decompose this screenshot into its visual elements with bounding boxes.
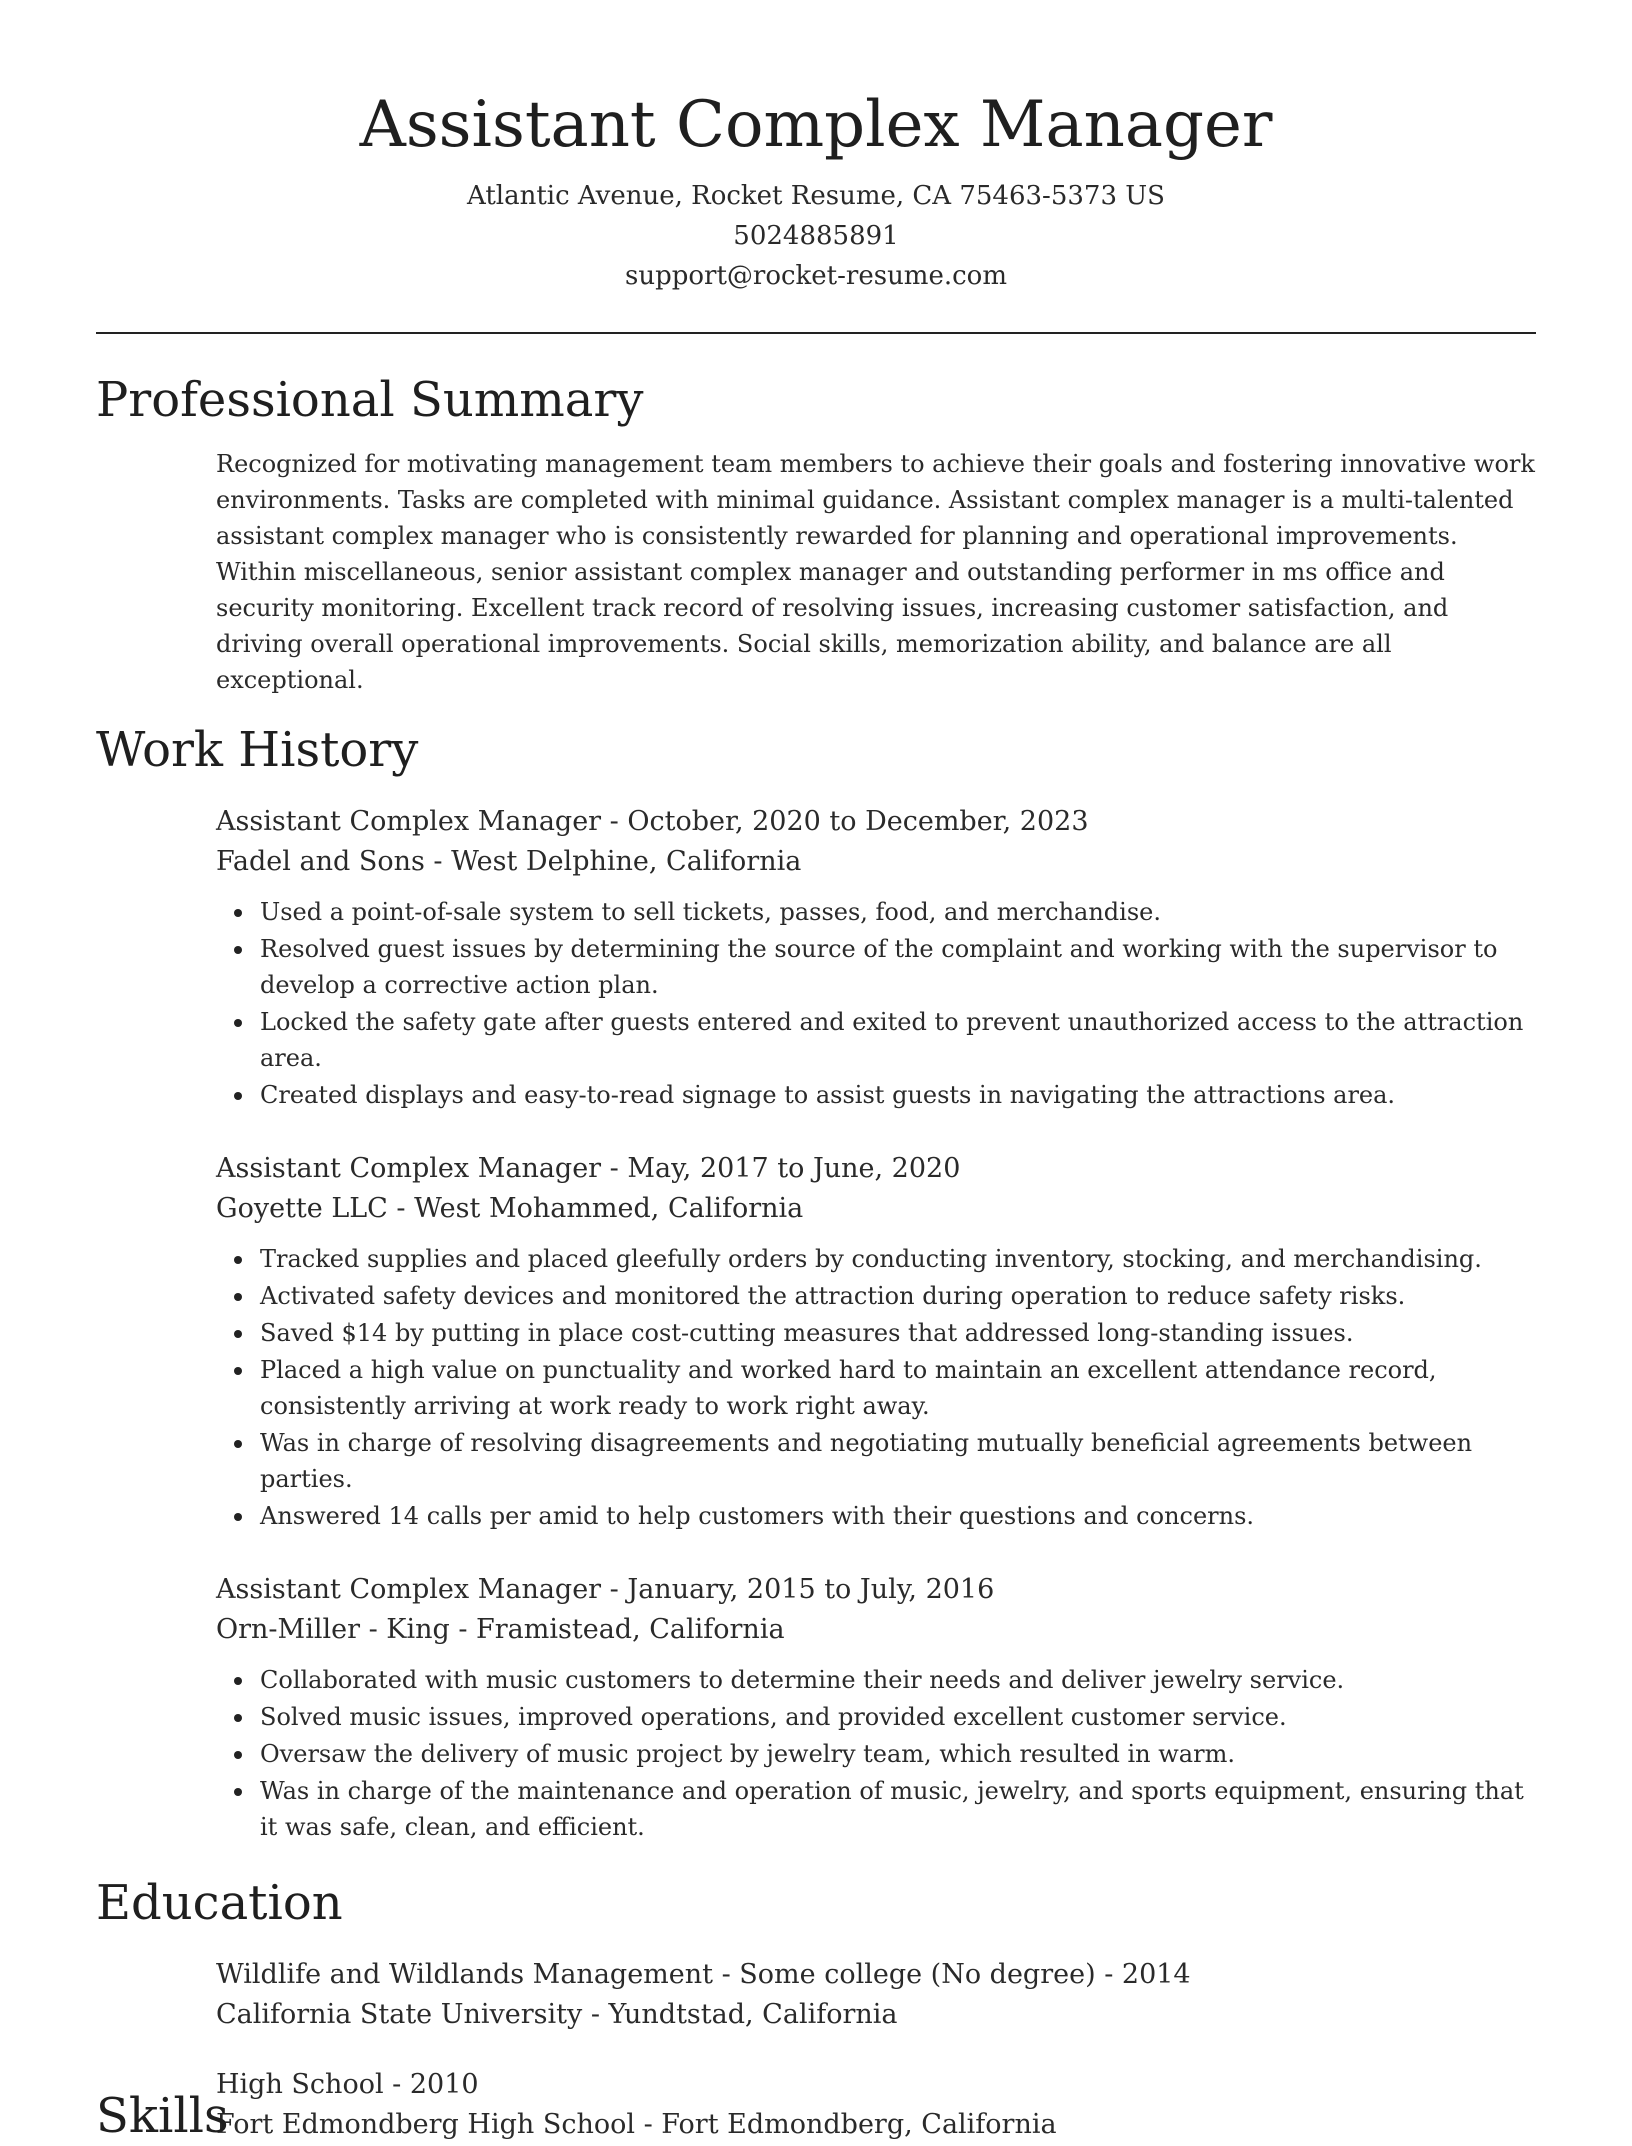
- education-section: [216, 1955, 1536, 2145]
- candidate-name: Assistant Complex Manager: [359, 88, 1273, 162]
- section-title-skills: Skills: [96, 2088, 229, 2144]
- job-entry: [216, 1149, 1536, 1534]
- job-duty: Solved music issues, improved operations, and provided excellent customer service.: [260, 1699, 1536, 1735]
- job-duty: Saved $14 by putting in place cost-cutting measures that addressed long-standing issues.: [260, 1315, 1536, 1351]
- job-duty: Collaborated with music customers to determine their needs and deliver jewelry service.: [260, 1662, 1536, 1698]
- education-degree-line: High School - 2010: [216, 2069, 479, 2100]
- job-role-line: Assistant Complex Manager - October, 2020 to December, 2023: [216, 806, 1089, 837]
- contact-email: support@rocket-resume.com: [624, 261, 1007, 291]
- job-company-line: Goyette LLC - West Mohammed, California: [216, 1193, 804, 1224]
- resume-header: [96, 0, 1536, 296]
- job-entry: [216, 1570, 1536, 1845]
- job-duty: Activated safety devices and monitored the attraction during operation to reduce safety risks.: [260, 1278, 1536, 1314]
- job-duties-list: [216, 894, 1536, 1113]
- contact-phone: 5024885891: [733, 221, 899, 251]
- job-entry: [216, 802, 1536, 1113]
- job-duty: Answered 14 calls per amid to help customers with their questions and concerns.: [260, 1498, 1536, 1534]
- contact-address: Atlantic Avenue, Rocket Resume, CA 75463-5373 US: [467, 181, 1165, 211]
- education-school-line: Fort Edmondberg High School - Fort Edmondberg, California: [216, 2109, 1057, 2140]
- job-duty: Was in charge of the maintenance and operation of music, jewelry, and sports equipment, ensuring that it was safe, clean, and efficient.: [260, 1773, 1536, 1845]
- section-title-summary: Professional Summary: [96, 372, 644, 428]
- job-duty: Tracked supplies and placed gleefully orders by conducting inventory, stocking, and merchandising.: [260, 1241, 1536, 1277]
- job-role-line: Assistant Complex Manager - May, 2017 to June, 2020: [216, 1153, 961, 1184]
- resume-page: [96, 0, 1536, 2145]
- job-company-line: Fadel and Sons - West Delphine, California: [216, 846, 802, 877]
- education-school-line: California State University - Yundtstad, California: [216, 1999, 898, 2030]
- job-duty: Placed a high value on punctuality and worked hard to maintain an excellent attendance record, consistently arriving at work ready to work right away.: [260, 1352, 1536, 1424]
- header-divider: [96, 332, 1536, 334]
- job-duty: Created displays and easy-to-read signage to assist guests in navigating the attractions area.: [260, 1077, 1536, 1113]
- summary-section: [216, 446, 1536, 698]
- job-duty: Locked the safety gate after guests entered and exited to prevent unauthorized access to the attraction area.: [260, 1004, 1536, 1076]
- section-title-education: Education: [96, 1875, 343, 1931]
- education-degree-line: Wildlife and Wildlands Management - Some college (No degree) - 2014: [216, 1959, 1191, 1990]
- summary-text: Recognized for motivating management team members to achieve their goals and fostering innovative work environments. Tasks are completed with minimal guidance. Assistant complex manager is a multi-talented assistant complex manager who is consistently rewarded for planning and operational improvements. Within miscellaneous, senior assistant complex manager and outstanding performer in ms office and security monitoring. Excellent track record of resolving issues, increasing customer satisfaction, and driving overall operational improvements. Social skills, memorization ability, and balance are all exceptional.: [216, 450, 1535, 694]
- work-history-section: [216, 802, 1536, 1845]
- job-duties-list: [216, 1241, 1536, 1534]
- job-duties-list: [216, 1662, 1536, 1845]
- job-duty: Used a point-of-sale system to sell tickets, passes, food, and merchandise.: [260, 894, 1536, 930]
- education-entry: [216, 1955, 1536, 2035]
- job-company-line: Orn-Miller - King - Framistead, California: [216, 1614, 785, 1645]
- job-duty: Oversaw the delivery of music project by jewelry team, which resulted in warm.: [260, 1736, 1536, 1772]
- section-title-work-history: Work History: [96, 722, 419, 778]
- education-entry: [216, 2065, 1536, 2145]
- job-duty: Was in charge of resolving disagreements and negotiating mutually beneficial agreements between parties.: [260, 1425, 1536, 1497]
- job-duty: Resolved guest issues by determining the source of the complaint and working with the supervisor to develop a corrective action plan.: [260, 931, 1536, 1003]
- job-role-line: Assistant Complex Manager - January, 2015 to July, 2016: [216, 1574, 995, 1605]
